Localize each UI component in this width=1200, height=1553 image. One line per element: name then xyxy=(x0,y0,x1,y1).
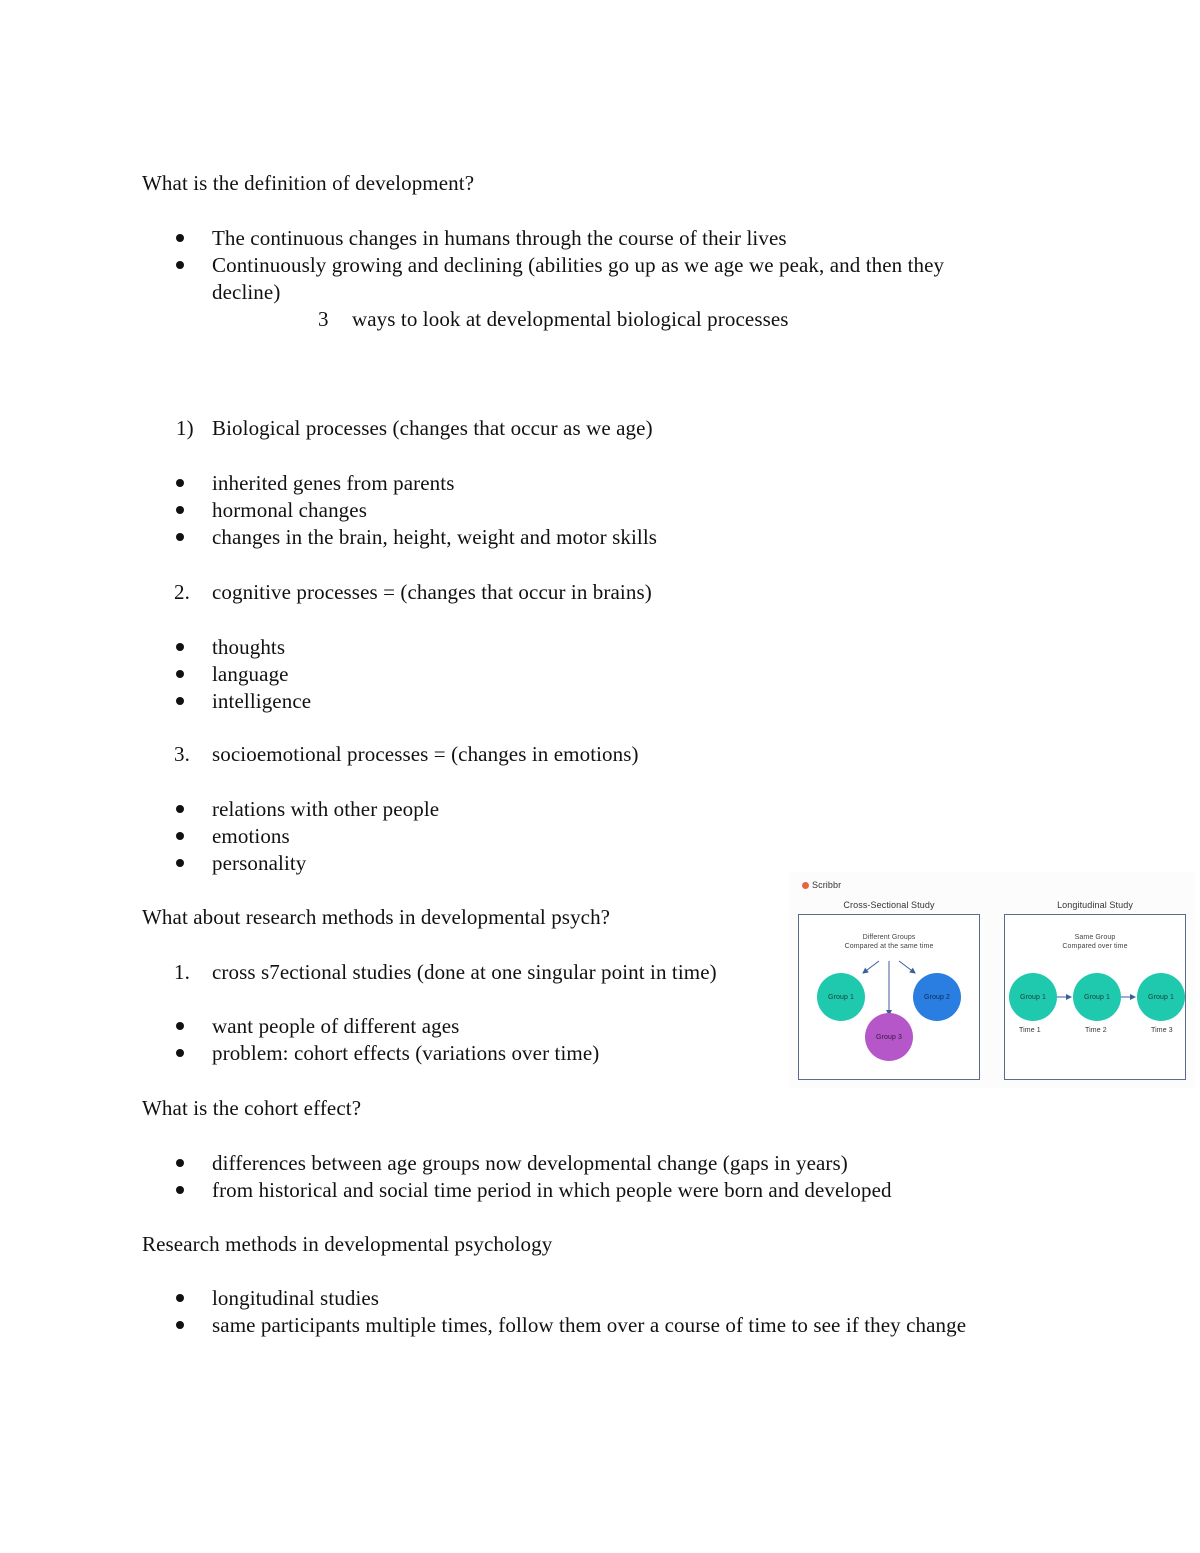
bullet-dot xyxy=(176,1321,184,1329)
bullet-dot xyxy=(176,234,184,242)
list-item: intelligence xyxy=(212,689,312,713)
list-item-continuation: decline) xyxy=(212,280,281,304)
list-item: same participants multiple times, follow them over a course of time to see if they change xyxy=(212,1313,967,1337)
list-item: problem: cohort effects (variations over time) xyxy=(212,1041,600,1065)
question-definition: What is the definition of development? xyxy=(142,171,475,195)
bullet-dot xyxy=(176,533,184,541)
heading-socioemotional: socioemotional processes = (changes in emotions) xyxy=(212,742,639,766)
heading-cognitive: cognitive processes = (changes that occur in brains) xyxy=(212,580,652,604)
group-1-circle: Group 1 xyxy=(1009,973,1057,1021)
heading-cross-sectional: cross s7ectional studies (done at one singular point in time) xyxy=(212,960,717,984)
group-2-circle: Group 2 xyxy=(913,973,961,1021)
bullet-dot xyxy=(176,1294,184,1302)
time-label: Time 2 xyxy=(1085,1027,1107,1034)
bullet-dot xyxy=(176,506,184,514)
bullet-dot xyxy=(176,697,184,705)
bullet-dot xyxy=(176,859,184,867)
bullet-dot xyxy=(176,1186,184,1194)
list-marker: 2. xyxy=(174,580,190,604)
time-label: Time 3 xyxy=(1151,1027,1173,1034)
list-item: hormonal changes xyxy=(212,498,367,522)
question-research-methods: What about research methods in developmental psych? xyxy=(142,905,611,929)
question-cohort-effect: What is the cohort effect? xyxy=(142,1096,362,1120)
list-marker: 3. xyxy=(174,742,190,766)
ways-text: ways to look at developmental biological processes xyxy=(352,307,789,331)
list-item: language xyxy=(212,662,289,686)
list-item: differences between age groups now developmental change (gaps in years) xyxy=(212,1151,848,1175)
group-1-circle: Group 1 xyxy=(1137,973,1185,1021)
scribbr-logo xyxy=(802,880,841,890)
heading-biological: Biological processes (changes that occur as we age) xyxy=(212,416,653,440)
list-item: inherited genes from parents xyxy=(212,471,455,495)
group-3-circle: Group 3 xyxy=(865,1013,913,1061)
panel-subtitle: Compared over time xyxy=(1062,943,1128,950)
bullet-dot xyxy=(176,1159,184,1167)
heading-research-methods: Research methods in developmental psychology xyxy=(142,1232,553,1256)
list-item: personality xyxy=(212,851,307,875)
list-item: want people of different ages xyxy=(212,1014,460,1038)
bullet-dot xyxy=(176,832,184,840)
bullet-dot xyxy=(176,1049,184,1057)
list-item: changes in the brain, height, weight and motor skills xyxy=(212,525,658,549)
logo-text: Scribbr xyxy=(812,880,842,890)
bullet-dot xyxy=(176,261,184,269)
list-item: thoughts xyxy=(212,635,286,659)
list-item: Continuously growing and declining (abilities go up as we age we peak, and then they xyxy=(212,253,945,277)
group-1-circle: Group 1 xyxy=(817,973,865,1021)
list-item: relations with other people xyxy=(212,797,440,821)
bullet-dot xyxy=(176,479,184,487)
bullet-dot xyxy=(176,805,184,813)
scribbr-logo-icon xyxy=(802,882,809,889)
time-label: Time 1 xyxy=(1019,1027,1041,1034)
bullet-dot xyxy=(176,670,184,678)
group-1-circle: Group 1 xyxy=(1073,973,1121,1021)
list-item: from historical and social time period in which people were born and developed xyxy=(212,1178,892,1202)
cross-sectional-panel xyxy=(798,914,980,1080)
study-diagram-image xyxy=(790,872,1194,1088)
panel-subtitle: Compared at the same time xyxy=(844,943,934,950)
bullet-dot xyxy=(176,643,184,651)
longitudinal-title: Longitudinal Study xyxy=(1057,900,1133,910)
longitudinal-panel xyxy=(1004,914,1186,1080)
list-marker: 1. xyxy=(174,960,190,984)
panel-subtitle: Different Groups xyxy=(862,934,916,941)
list-item: The continuous changes in humans through the course of their lives xyxy=(212,226,787,250)
ways-number: 3 xyxy=(318,307,329,331)
cross-sectional-title: Cross-Sectional Study xyxy=(843,900,935,910)
panel-subtitle: Same Group xyxy=(1074,934,1116,941)
list-item: longitudinal studies xyxy=(212,1286,380,1310)
list-item: emotions xyxy=(212,824,290,848)
bullet-dot xyxy=(176,1022,184,1030)
list-marker: 1) xyxy=(176,416,194,440)
